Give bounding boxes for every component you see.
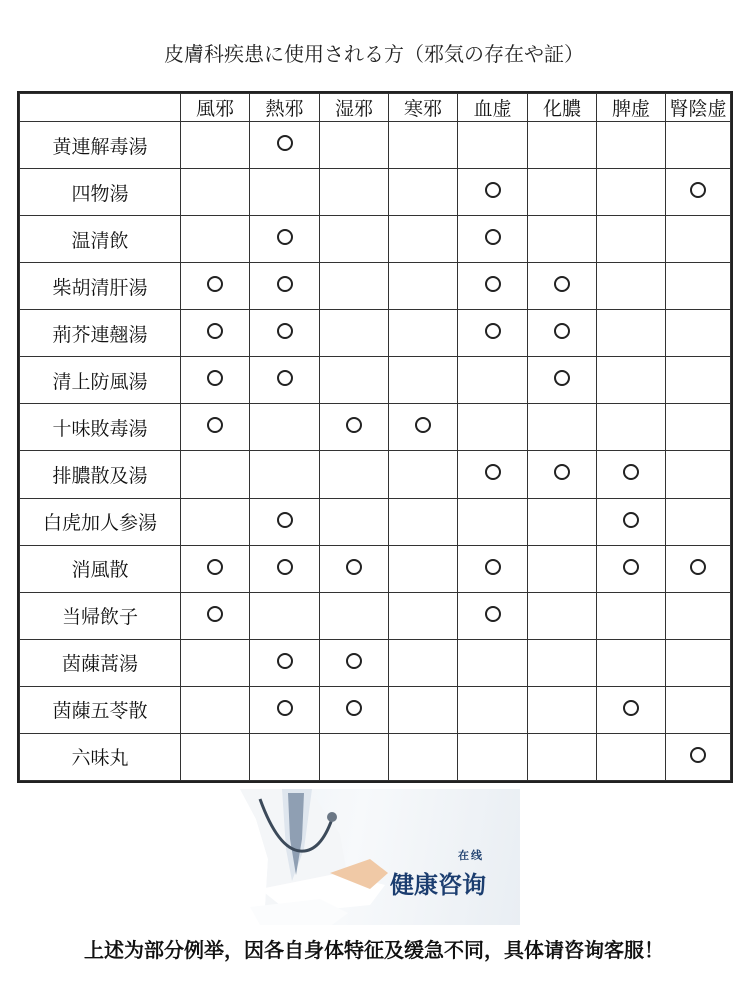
table-cell bbox=[250, 733, 320, 780]
circle-mark-icon bbox=[554, 370, 570, 386]
circle-mark-icon bbox=[277, 370, 293, 386]
table-cell bbox=[458, 122, 528, 169]
table-row bbox=[20, 169, 731, 216]
table-cell bbox=[597, 545, 666, 592]
table-cell bbox=[666, 404, 731, 451]
table-cell bbox=[597, 310, 666, 357]
table-cell bbox=[528, 545, 597, 592]
table-cell bbox=[389, 592, 458, 639]
table-cell bbox=[181, 216, 250, 263]
table-cell bbox=[458, 404, 528, 451]
formula-name: 排膿散及湯 bbox=[20, 451, 181, 498]
circle-mark-icon bbox=[690, 559, 706, 575]
table-cell bbox=[528, 498, 597, 545]
table-cell bbox=[181, 404, 250, 451]
circle-mark-icon bbox=[207, 606, 223, 622]
table-cell bbox=[389, 263, 458, 310]
table-row bbox=[20, 263, 731, 310]
table-cell bbox=[250, 686, 320, 733]
formula-name: 柴胡清肝湯 bbox=[20, 263, 181, 310]
circle-mark-icon bbox=[346, 559, 362, 575]
column-header: 脾虚 bbox=[597, 94, 666, 122]
table-cell bbox=[458, 545, 528, 592]
table-row bbox=[20, 592, 731, 639]
table-cell bbox=[458, 639, 528, 686]
table-cell bbox=[528, 451, 597, 498]
circle-mark-icon bbox=[207, 323, 223, 339]
circle-mark-icon bbox=[485, 559, 501, 575]
column-header: 血虚 bbox=[458, 94, 528, 122]
table-cell bbox=[389, 169, 458, 216]
circle-mark-icon bbox=[485, 276, 501, 292]
circle-mark-icon bbox=[277, 229, 293, 245]
table-cell bbox=[666, 639, 731, 686]
table-cell bbox=[458, 686, 528, 733]
online-label: 在线 bbox=[458, 849, 484, 862]
circle-mark-icon bbox=[277, 559, 293, 575]
table-row bbox=[20, 404, 731, 451]
table-cell bbox=[528, 404, 597, 451]
table-cell bbox=[389, 639, 458, 686]
table-row bbox=[20, 216, 731, 263]
circle-mark-icon bbox=[485, 323, 501, 339]
table-cell bbox=[320, 122, 389, 169]
footer-note: 上述为部分例举，因各自身体特征及缓急不同，具体请咨询客服！ bbox=[84, 938, 664, 962]
health-consult-label: 健康咨询 bbox=[390, 871, 486, 899]
table-cell bbox=[320, 263, 389, 310]
table-cell bbox=[181, 122, 250, 169]
table-cell bbox=[320, 310, 389, 357]
table-row bbox=[20, 686, 731, 733]
table-cell bbox=[389, 451, 458, 498]
formula-name: 茵蔯五苓散 bbox=[20, 686, 181, 733]
circle-mark-icon bbox=[623, 512, 639, 528]
table-cell bbox=[320, 545, 389, 592]
formula-name: 当帰飲子 bbox=[20, 592, 181, 639]
circle-mark-icon bbox=[554, 323, 570, 339]
table-cell bbox=[389, 404, 458, 451]
table-cell bbox=[458, 169, 528, 216]
circle-mark-icon bbox=[690, 747, 706, 763]
table-cell bbox=[389, 545, 458, 592]
table-cell bbox=[597, 216, 666, 263]
table-cell bbox=[458, 263, 528, 310]
table-cell bbox=[597, 263, 666, 310]
table-cell bbox=[389, 122, 458, 169]
circle-mark-icon bbox=[277, 135, 293, 151]
table-cell bbox=[528, 122, 597, 169]
formula-name: 清上防風湯 bbox=[20, 357, 181, 404]
table-cell bbox=[389, 498, 458, 545]
table-row bbox=[20, 122, 731, 169]
table-cell bbox=[181, 592, 250, 639]
health-consult-banner[interactable] bbox=[220, 789, 520, 925]
table-cell bbox=[181, 498, 250, 545]
table-cell bbox=[666, 733, 731, 780]
table-cell bbox=[666, 169, 731, 216]
table-cell bbox=[528, 216, 597, 263]
circle-mark-icon bbox=[485, 229, 501, 245]
table-cell bbox=[250, 545, 320, 592]
circle-mark-icon bbox=[207, 417, 223, 433]
table-cell bbox=[597, 639, 666, 686]
table-cell bbox=[320, 592, 389, 639]
table-cell bbox=[389, 686, 458, 733]
table-cell bbox=[528, 686, 597, 733]
formula-table bbox=[17, 91, 733, 783]
table-row bbox=[20, 357, 731, 404]
table-cell bbox=[181, 451, 250, 498]
table-cell bbox=[181, 310, 250, 357]
table-cell bbox=[181, 545, 250, 592]
table-cell bbox=[666, 592, 731, 639]
formula-name: 荊芥連翹湯 bbox=[20, 310, 181, 357]
circle-mark-icon bbox=[554, 276, 570, 292]
table-cell bbox=[528, 592, 597, 639]
table-cell bbox=[250, 310, 320, 357]
table-row bbox=[20, 451, 731, 498]
table-cell bbox=[666, 122, 731, 169]
table-cell bbox=[250, 216, 320, 263]
corner-cell bbox=[20, 94, 181, 122]
table-cell bbox=[597, 498, 666, 545]
circle-mark-icon bbox=[554, 464, 570, 480]
circle-mark-icon bbox=[346, 417, 362, 433]
column-header: 風邪 bbox=[181, 94, 250, 122]
table-cell bbox=[528, 310, 597, 357]
formula-name: 消風散 bbox=[20, 545, 181, 592]
circle-mark-icon bbox=[346, 653, 362, 669]
page-title: 皮膚科疾患に使用される方（邪気の存在や証） bbox=[164, 42, 584, 66]
doctor-illustration bbox=[220, 789, 390, 925]
table-cell bbox=[458, 498, 528, 545]
table-cell bbox=[597, 733, 666, 780]
table-cell bbox=[250, 639, 320, 686]
circle-mark-icon bbox=[623, 700, 639, 716]
table-cell bbox=[250, 404, 320, 451]
table-cell bbox=[320, 169, 389, 216]
table-cell bbox=[389, 310, 458, 357]
table-cell bbox=[181, 169, 250, 216]
table-cell bbox=[320, 357, 389, 404]
circle-mark-icon bbox=[690, 182, 706, 198]
table-row bbox=[20, 545, 731, 592]
column-header: 腎陰虚 bbox=[666, 94, 731, 122]
header-row bbox=[20, 94, 731, 122]
column-header: 湿邪 bbox=[320, 94, 389, 122]
table-cell bbox=[458, 310, 528, 357]
table-cell bbox=[389, 357, 458, 404]
circle-mark-icon bbox=[277, 276, 293, 292]
table-cell bbox=[250, 451, 320, 498]
table-cell bbox=[320, 639, 389, 686]
table-cell bbox=[528, 263, 597, 310]
table-cell bbox=[458, 357, 528, 404]
table-cell bbox=[597, 592, 666, 639]
column-header: 化膿 bbox=[528, 94, 597, 122]
table-cell bbox=[666, 310, 731, 357]
formula-name: 茵蔯蒿湯 bbox=[20, 639, 181, 686]
table-cell bbox=[458, 592, 528, 639]
table-cell bbox=[528, 169, 597, 216]
circle-mark-icon bbox=[485, 182, 501, 198]
table-cell bbox=[597, 122, 666, 169]
table-cell bbox=[389, 733, 458, 780]
table-cell bbox=[528, 357, 597, 404]
table-cell bbox=[666, 216, 731, 263]
table-cell bbox=[181, 263, 250, 310]
table-cell bbox=[181, 639, 250, 686]
table-cell bbox=[320, 733, 389, 780]
table-cell bbox=[597, 404, 666, 451]
formula-name: 四物湯 bbox=[20, 169, 181, 216]
table-cell bbox=[597, 169, 666, 216]
formula-name: 温清飲 bbox=[20, 216, 181, 263]
circle-mark-icon bbox=[207, 276, 223, 292]
circle-mark-icon bbox=[623, 464, 639, 480]
table-cell bbox=[458, 216, 528, 263]
table-cell bbox=[250, 357, 320, 404]
formula-name: 白虎加人参湯 bbox=[20, 498, 181, 545]
circle-mark-icon bbox=[485, 606, 501, 622]
formula-name: 六味丸 bbox=[20, 733, 181, 780]
table-row bbox=[20, 498, 731, 545]
table-cell bbox=[528, 639, 597, 686]
table-cell bbox=[597, 451, 666, 498]
table-cell bbox=[250, 263, 320, 310]
circle-mark-icon bbox=[277, 512, 293, 528]
table-cell bbox=[250, 592, 320, 639]
table-cell bbox=[389, 216, 458, 263]
table-cell bbox=[458, 733, 528, 780]
table-cell bbox=[666, 263, 731, 310]
table-row bbox=[20, 310, 731, 357]
column-header: 熱邪 bbox=[250, 94, 320, 122]
circle-mark-icon bbox=[485, 464, 501, 480]
circle-mark-icon bbox=[207, 559, 223, 575]
formula-name: 黄連解毒湯 bbox=[20, 122, 181, 169]
circle-mark-icon bbox=[346, 700, 362, 716]
table-cell bbox=[320, 404, 389, 451]
table-cell bbox=[181, 686, 250, 733]
circle-mark-icon bbox=[623, 559, 639, 575]
table-cell bbox=[666, 498, 731, 545]
circle-mark-icon bbox=[207, 370, 223, 386]
table-cell bbox=[597, 686, 666, 733]
table-cell bbox=[320, 216, 389, 263]
table-cell bbox=[181, 357, 250, 404]
table-cell bbox=[528, 733, 597, 780]
table-cell bbox=[181, 733, 250, 780]
table-cell bbox=[666, 357, 731, 404]
column-header: 寒邪 bbox=[389, 94, 458, 122]
formula-name: 十味敗毒湯 bbox=[20, 404, 181, 451]
table-cell bbox=[597, 357, 666, 404]
circle-mark-icon bbox=[277, 653, 293, 669]
table-cell bbox=[320, 498, 389, 545]
table-cell bbox=[458, 451, 528, 498]
table-cell bbox=[666, 545, 731, 592]
circle-mark-icon bbox=[415, 417, 431, 433]
table-cell bbox=[666, 451, 731, 498]
table-cell bbox=[250, 169, 320, 216]
table-cell bbox=[666, 686, 731, 733]
table-row bbox=[20, 639, 731, 686]
table-row bbox=[20, 733, 731, 780]
table-cell bbox=[320, 686, 389, 733]
circle-mark-icon bbox=[277, 323, 293, 339]
table-cell bbox=[320, 451, 389, 498]
circle-mark-icon bbox=[277, 700, 293, 716]
table-cell bbox=[250, 498, 320, 545]
table-cell bbox=[250, 122, 320, 169]
